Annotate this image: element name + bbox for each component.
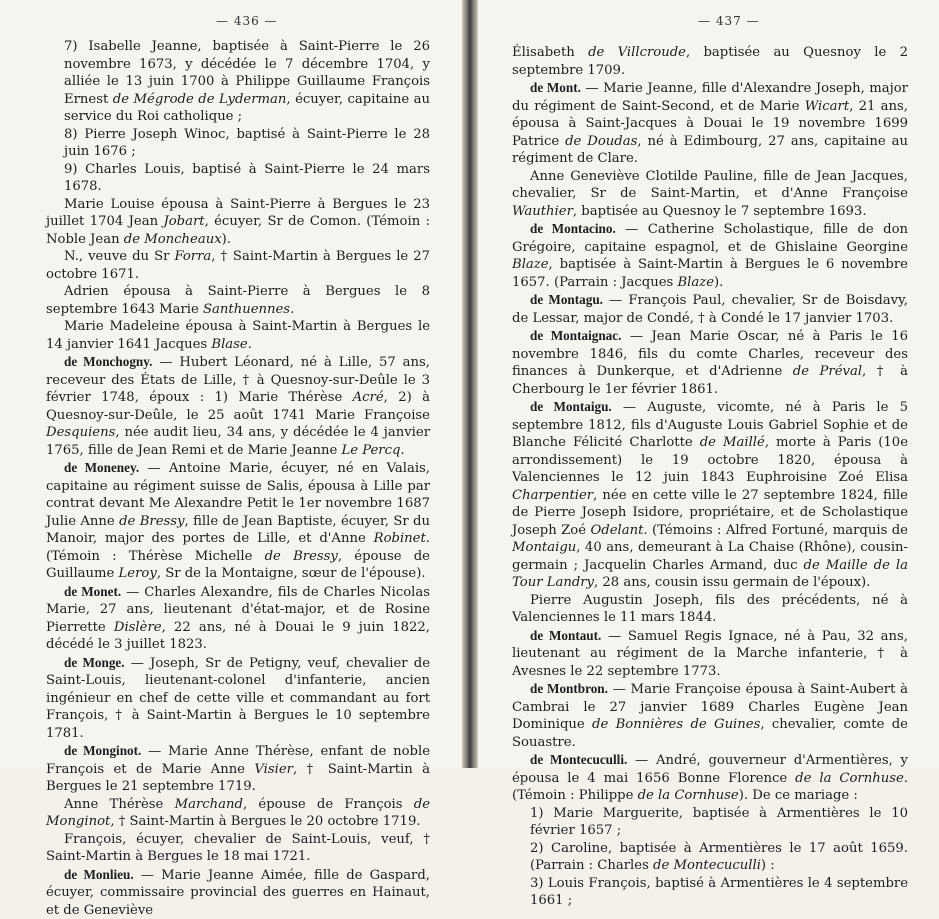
text-run: — Marie Anne Thérèse, enfant de noble François et de Marie Anne xyxy=(46,744,430,777)
text-column xyxy=(512,44,908,910)
paragraph xyxy=(46,796,430,831)
text-run: — André, gouverneur d'Armentières, y épousa le 4 mai 1656 Bonne Florence xyxy=(512,753,908,786)
name-italic: Desquiens xyxy=(46,425,115,440)
text-run: 8) Pierre Joseph Winoc, baptisé à Saint-Pierre le 28 juin 1676 ; xyxy=(64,127,430,160)
name-italic: Le Percq xyxy=(341,443,400,458)
text-run: — Catherine Scholastique, fille de don Grégoire, capitaine espagnol, et de Ghislaine Georgine xyxy=(512,222,908,255)
list-item xyxy=(512,805,908,840)
name-italic: Marchand xyxy=(175,797,243,812)
text-run: Adrien épousa à Saint-Pierre à Bergues le 8 septembre 1643 Marie xyxy=(46,284,430,317)
entry-heading: de Montecuculli. xyxy=(530,752,627,767)
name-italic: de Bressy xyxy=(119,514,184,529)
name-italic: Dislère xyxy=(114,620,162,635)
name-italic: Wicart xyxy=(805,99,849,114)
name-italic: de Monginot xyxy=(46,797,430,830)
paragraph xyxy=(46,583,430,654)
entry-heading: de Montagu. xyxy=(530,292,603,307)
text-run: , † Saint-Martin à Bergues le 20 octobre 1719. xyxy=(110,814,420,829)
list-item xyxy=(46,161,430,196)
text-run: 7) Isabelle Jeanne, baptisée à Saint-Pierre le 26 novembre 1673, y décédée le 7 décembre 1704, y alliée le 13 juin 1700 à Philippe Guillaume François Ernest xyxy=(64,39,430,107)
text-run: — Charles Alexandre, fils de Charles Nicolas Marie, 27 ans, lieutenant d'état-major, et de Rosine Pierrette xyxy=(46,585,430,635)
text-run: — François Paul, chevalier, Sr de Boisdavy, de Lessar, major de Condé, † à Condé le 17 janvier 1703. xyxy=(512,293,908,326)
text-run: 1) Marie Marguerite, baptisée à Armentières le 10 février 1657 ; xyxy=(530,806,908,839)
name-italic: de Moncheaux xyxy=(124,232,222,247)
name-italic: Acré xyxy=(353,390,384,405)
paragraph xyxy=(46,459,430,583)
text-run: — Jean Marie Oscar, né à Paris le 16 novembre 1846, fils du comte Charles, receveur des finances à Dunkerque, et d'Adrienne xyxy=(512,329,908,379)
list-item xyxy=(512,875,908,910)
paragraph xyxy=(46,654,430,743)
name-italic: de la Cornhuse xyxy=(638,788,739,803)
name-italic: de Préval xyxy=(793,364,862,379)
list-item xyxy=(46,126,430,161)
entry-heading: de Monge. xyxy=(64,655,125,670)
text-run: , † Saint-Martin à Bergues le 27 octobre 1671. xyxy=(46,249,430,282)
paragraph xyxy=(46,283,430,318)
text-run: . xyxy=(290,302,294,317)
name-italic: Blaze xyxy=(677,275,714,290)
text-run: . (Témoin : Philippe xyxy=(512,771,908,804)
paragraph xyxy=(512,398,908,592)
name-italic: de Maille de la Tour Landry xyxy=(512,558,908,591)
name-italic: Charpentier xyxy=(512,488,593,503)
text-run: , Sr de la Montaigne, sœur de l'épouse). xyxy=(157,566,426,581)
text-run: . (Témoin : Thérèse Michelle xyxy=(46,531,430,564)
paragraph xyxy=(512,751,908,805)
text-run: 2) Caroline, baptisée à Armentières le 17 août 1659. (Parrain : Charles xyxy=(530,841,908,874)
name-italic: Blase xyxy=(211,337,247,352)
name-italic: Jobart xyxy=(163,214,204,229)
paragraph xyxy=(512,168,908,221)
entry-heading: de Montbron. xyxy=(530,681,608,696)
paragraph xyxy=(512,79,908,168)
text-run: Anne Geneviève Clotilde Pauline, fille de Jean Jacques, chevalier, Sr de Saint-Martin, et d'Anne Françoise xyxy=(512,169,908,202)
right-page xyxy=(478,0,939,768)
text-run: Pierre Augustin Joseph, fils des précédents, né à Valenciennes le 11 mars 1844. xyxy=(512,593,908,626)
name-italic: Santhuennes xyxy=(203,302,290,317)
text-run: Marie Madeleine épousa à Saint-Martin à Bergues le 14 janvier 1641 Jacques xyxy=(46,319,430,352)
text-run: , 22 ans, né à Douai le 9 juin 1822, décédé le 3 juillet 1823. xyxy=(46,620,430,653)
name-italic: Odelant xyxy=(590,523,643,538)
name-italic: Leroy xyxy=(119,566,157,581)
name-italic: Blaze xyxy=(512,257,549,272)
paragraph xyxy=(512,627,908,681)
name-italic: Robinet xyxy=(374,531,426,546)
text-run: , 28 ans, cousin issu germain de l'époux). xyxy=(594,575,870,590)
name-italic: de Doudas xyxy=(565,134,637,149)
name-italic: Forra xyxy=(174,249,211,264)
text-run: , † à Cherbourg le 1er février 1861. xyxy=(512,364,908,397)
paragraph xyxy=(512,291,908,327)
entry-heading: de Monchogny. xyxy=(64,354,152,369)
text-run: — Hubert Léonard, né à Lille, 57 ans, receveur des États de Lille, † à Quesnoy-sur-Deûle le 3 février 1748, époux : 1) Marie Thérèse xyxy=(46,355,430,405)
left-page xyxy=(0,0,462,768)
entry-heading: de Monet. xyxy=(64,584,121,599)
text-run: . xyxy=(400,443,404,458)
text-run: , baptisée au Quesnoy le 2 septembre 1709. xyxy=(512,45,908,78)
entry-heading: de Montaigu. xyxy=(530,399,612,414)
text-run: — Marie Françoise épousa à Saint-Aubert à Cambrai le 27 janvier 1689 Charles Eugène Jean Dominique xyxy=(512,682,908,732)
paragraph xyxy=(512,592,908,627)
text-run: , fille de Jean Baptiste, écuyer, Sr du Manoir, major des portes de Lille, et d'Anne xyxy=(46,514,430,547)
paragraph xyxy=(46,831,430,866)
paragraph xyxy=(46,353,430,459)
name-italic: de Villcroude xyxy=(588,45,686,60)
text-run: Anne Thérèse xyxy=(64,797,175,812)
text-run: , épouse de François xyxy=(243,797,414,812)
paragraph xyxy=(512,44,908,79)
paragraph xyxy=(512,327,908,398)
text-run: 3) Louis François, baptisé à Armentières le 4 septembre 1661 ; xyxy=(530,876,908,909)
entry-heading: de Mont. xyxy=(530,80,581,95)
text-run: , 2) à Quesnoy-sur-Deûle, le 25 août 1741 Marie Françoise xyxy=(46,390,430,423)
name-italic: Wauthier xyxy=(512,204,573,219)
text-run: — Joseph, Sr de Petigny, veuf, chevalier de Saint-Louis, lieutenant-colonel d'infanterie, ancien ingénieur en chef de cette ville et commandant au fort François, † à Saint-Martin à Bergues le 10 septembre 1781. xyxy=(46,656,430,741)
text-run: — Marie Jeanne, fille d'Alexandre Joseph, major du régiment de Saint-Second, et de Marie xyxy=(512,81,908,114)
paragraph xyxy=(46,318,430,353)
name-italic: Montaigu xyxy=(512,540,576,555)
entry-heading: de Montaut. xyxy=(530,628,601,643)
name-italic: de la Cornhuse xyxy=(795,771,904,786)
paragraph xyxy=(46,248,430,283)
name-italic: de Bressy xyxy=(265,549,338,564)
text-run: 9) Charles Louis, baptisé à Saint-Pierre le 24 mars 1678. xyxy=(64,162,430,195)
text-run: , née audit lieu, 34 ans, y décédée le 4 janvier 1765, fille de Jean Remi et de Marie Jeanne xyxy=(46,425,430,458)
text-run: — Samuel Regis Ignace, né à Pau, 32 ans, lieutenant au régiment de la Marche infanterie, † à Avesnes le 22 septembre 1773. xyxy=(512,629,908,679)
text-run: . xyxy=(248,337,252,352)
text-run: . (Témoins : Alfred Fortuné, marquis de xyxy=(643,523,908,538)
paragraph xyxy=(46,742,430,796)
text-run: , épouse de Guillaume xyxy=(46,549,430,582)
text-run: , baptisée à Saint-Martin à Bergues le 6 novembre 1657. (Parrain : Jacques xyxy=(512,257,908,290)
text-run: , † Saint-Martin à Bergues le 21 septembre 1719. xyxy=(46,762,430,795)
name-italic: de Maillé xyxy=(700,435,765,450)
entry-heading: de Monginot. xyxy=(64,743,141,758)
text-run: Élisabeth xyxy=(512,45,588,60)
text-run: N., veuve du Sr xyxy=(64,249,174,264)
text-run: , né à Edimbourg, 27 ans, capitaine au régiment de Clare. xyxy=(512,134,908,167)
entry-heading: de Montaignac. xyxy=(530,328,621,343)
text-run: — Auguste, vicomte, né à Paris le 5 septembre 1812, fils d'Auguste Louis Gabriel Sophie et de Blanche Félicité Charlotte xyxy=(512,400,908,450)
name-italic: de Mégrode de Lyderman xyxy=(113,92,287,107)
text-run: ). xyxy=(714,275,723,290)
text-run: — Antoine Marie, écuyer, né en Valais, capitaine au régiment suisse de Salis, épousa à Lille par contrat devant Me Alexandre Petit le 1er novembre 1687 Julie Anne xyxy=(46,461,430,529)
text-run: , 40 ans, demeurant à La Chaise (Rhône), cousin-germain ; Jacquelin Charles Armand, duc xyxy=(512,540,908,573)
book-gutter xyxy=(462,0,478,768)
text-run: ) : xyxy=(761,858,775,873)
paragraph xyxy=(46,196,430,249)
text-run: François, écuyer, chevalier de Saint-Louis, veuf, † Saint-Martin à Bergues le 18 mai 1721. xyxy=(46,832,430,865)
text-run: , écuyer, capitaine au service du Roi catholique ; xyxy=(64,92,430,125)
text-run: — Marie Jeanne Aimée, fille de Gaspard, écuyer, commissaire provincial des guerres en Hainaut, et de Geneviève xyxy=(46,868,430,918)
text-run: , chevalier, comte de Souastre. xyxy=(512,717,908,750)
paragraph xyxy=(46,866,430,919)
text-run: ). De ce mariage : xyxy=(739,788,858,803)
name-italic: de Montecuculli xyxy=(653,858,761,873)
entry-heading: de Monlieu. xyxy=(64,867,134,882)
name-italic: de Bonnières de Guines xyxy=(592,717,760,732)
text-column xyxy=(46,38,430,919)
text-run: , née en cette ville le 27 septembre 1824, fille de Pierre Joseph Isidore, propriétaire, et de Scholastique Joseph Zoé xyxy=(512,488,908,538)
list-item xyxy=(512,840,908,875)
text-run: , morte à Paris (10e arrondissement) le 19 octobre 1820, épousa à Valenciennes le 12 juin 1843 Euphroisine Zoé Elisa xyxy=(512,435,908,485)
name-italic: Visier xyxy=(254,762,293,777)
entry-heading: de Moneney. xyxy=(64,460,139,475)
list-item xyxy=(46,38,430,126)
page-number: — 437 — xyxy=(698,14,760,28)
text-run: , 21 ans, épousa à Saint-Jacques à Douai le 19 novembre 1699 Patrice xyxy=(512,99,908,149)
paragraph xyxy=(512,220,908,291)
page-number: — 436 — xyxy=(216,14,278,28)
text-run: , baptisée au Quesnoy le 7 septembre 1693. xyxy=(573,204,867,219)
entry-heading: de Montacino. xyxy=(530,221,616,236)
text-run: , écuyer, Sr de Comon. (Témoin : Noble Jean xyxy=(46,214,430,247)
text-run: ). xyxy=(222,232,231,247)
paragraph xyxy=(512,680,908,751)
text-run: Marie Louise épousa à Saint-Pierre à Bergues le 23 juillet 1704 Jean xyxy=(46,197,430,230)
